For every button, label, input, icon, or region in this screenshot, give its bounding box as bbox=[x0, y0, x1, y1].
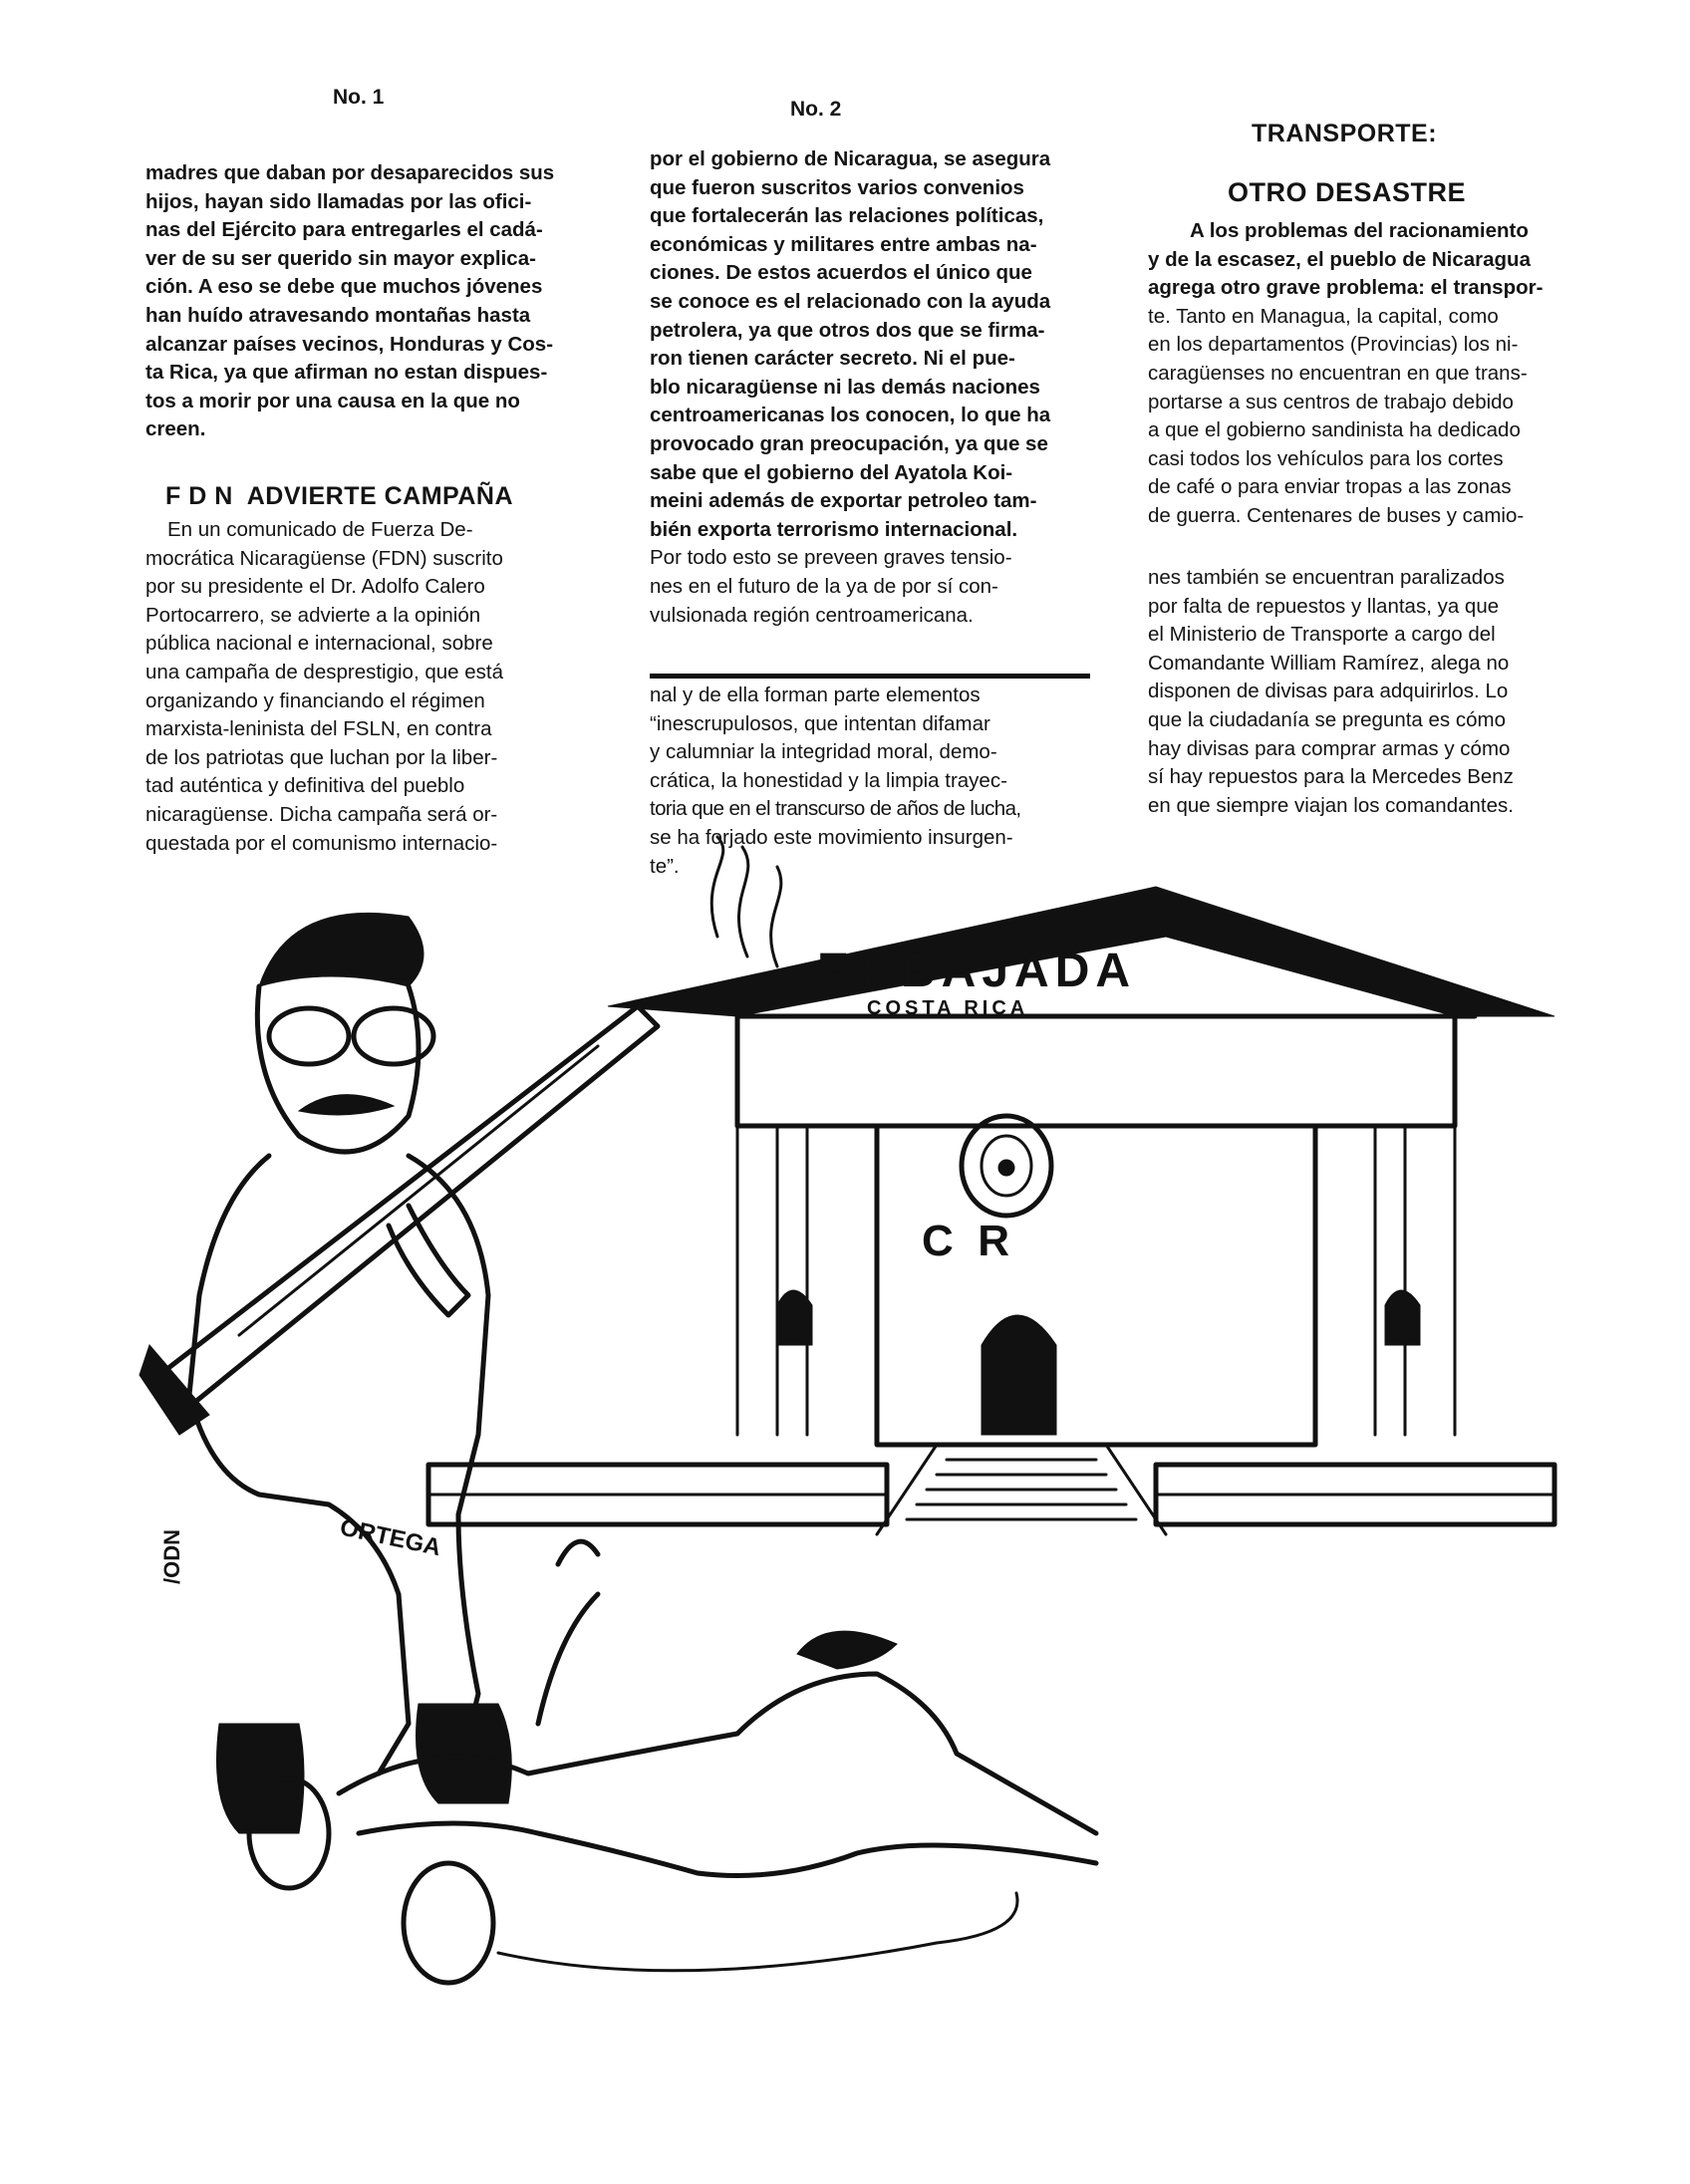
col3-top-line: de café o para enviar tropas a las zonas bbox=[1148, 475, 1512, 499]
col3-top-line: te. Tanto en Managua, la capital, como bbox=[1148, 304, 1499, 328]
col2-top-line: ciones. De estos acuerdos el único que bbox=[650, 261, 1032, 285]
col1-top-line: madres que daban por desaparecidos sus bbox=[145, 161, 555, 184]
col2-top-line: que fueron suscritos varios convenios bbox=[650, 175, 1024, 199]
col1-bottom-line: questada por el comunismo internacio- bbox=[145, 831, 498, 855]
col1-top-line: han huído atravesando montañas hasta bbox=[145, 303, 531, 327]
col1-bottom-line: organizando y financiando el régimen bbox=[145, 688, 485, 712]
soldier-mustache bbox=[299, 1095, 394, 1115]
col1-bottom-line: En un comunicado de Fuerza De- bbox=[167, 518, 473, 541]
col1-bottom-line: tad auténtica y definitiva del pueblo bbox=[145, 774, 465, 798]
col2-top-line: blo nicaragüense ni las demás naciones bbox=[650, 375, 1040, 399]
column-2-top-text bbox=[650, 145, 1090, 630]
soldier-cap bbox=[259, 913, 423, 986]
col2-top-line: bién exporta terrorismo internacional. bbox=[650, 517, 1018, 541]
embassy-window-right bbox=[1385, 1290, 1420, 1345]
col1-bottom-line: pública nacional e internacional, sobre bbox=[145, 632, 493, 656]
col3-bottom-line: que la ciudadanía se pregunta es cómo bbox=[1148, 707, 1507, 731]
col1-bottom-line: mocrática Nicaragüense (FDN) suscrito bbox=[145, 546, 503, 570]
fallen-figure-hair bbox=[797, 1631, 897, 1669]
soldier-boot-right bbox=[417, 1704, 512, 1803]
embassy-building bbox=[428, 887, 1554, 1534]
fallen-figure-foot-right bbox=[404, 1863, 493, 1983]
col2-top-line: provocado gran preocupación, ya que se bbox=[650, 431, 1048, 455]
col3-top-line: caragüenses no encuentran en que trans- bbox=[1148, 361, 1528, 385]
blood-pool bbox=[498, 1893, 1017, 1971]
column-number-1: No. 1 bbox=[333, 86, 385, 109]
column-2-bottom-text bbox=[650, 682, 1090, 881]
col2-bottom-line: crática, la honestidad y la limpia trayec- bbox=[650, 768, 1007, 792]
column-divider-rule bbox=[650, 674, 1090, 679]
col3-bottom-line: nes también se encuentran paralizados bbox=[1148, 566, 1505, 589]
col3-top-line: portarse a sus centros de trabajo debido bbox=[1148, 390, 1514, 413]
col1-bottom-line: Portocarrero, se advierte a la opinión bbox=[145, 603, 481, 627]
col2-top-line: por el gobierno de Nicaragua, se asegura bbox=[650, 147, 1051, 170]
col2-top-line: económicas y militares entre ambas na- bbox=[650, 232, 1037, 256]
col1-top-line: ción. A eso se debe que muchos jóvenes bbox=[145, 275, 543, 299]
col2-bottom-line: “inescrupulosos, que intentan difamar bbox=[650, 711, 990, 735]
col1-top-line: creen. bbox=[145, 417, 206, 441]
embassy-subsign: COSTA RICA bbox=[867, 997, 1029, 1019]
col2-bottom-line: te”. bbox=[650, 854, 680, 878]
column-1-bottom-text bbox=[145, 516, 592, 858]
embassy-facade bbox=[737, 1016, 1455, 1126]
col1-bottom-line: una campaña de desprestigio, que está bbox=[145, 660, 504, 683]
col1-bottom-line: de los patriotas que luchan por la liber- bbox=[145, 745, 498, 769]
fdn-heading: F D N ADVIERTE CAMPAÑA bbox=[165, 482, 513, 510]
col1-top-line: ver de su ser querido sin mayor explica- bbox=[145, 246, 536, 270]
embassy-window-left bbox=[777, 1290, 812, 1345]
col3-bottom-line: disponen de divisas para adquirirlos. Lo bbox=[1148, 680, 1509, 703]
col2-top-line: ron tienen carácter secreto. Ni el pue- bbox=[650, 347, 1015, 371]
col3-bottom-line: en que siempre viajan los comandantes. bbox=[1148, 793, 1514, 817]
col3-top-line: A los problemas del racionamiento bbox=[1190, 219, 1529, 242]
col1-bottom-line: nicaragüense. Dicha campaña será or- bbox=[145, 802, 498, 826]
col1-top-line: nas del Ejército para entregarles el cadá- bbox=[145, 218, 543, 242]
col2-top-line: centroamericanas los conocen, lo que ha bbox=[650, 404, 1051, 427]
soldier-label: ORTEGA bbox=[337, 1513, 443, 1562]
fallen-figure bbox=[249, 1541, 1096, 1983]
col2-top-line: Por todo esto se preveen graves tensio- bbox=[650, 546, 1012, 570]
col2-bottom-line: toria que en el transcurso de años de lucha, bbox=[650, 797, 1021, 821]
otro-desastre-heading: OTRO DESASTRE bbox=[1228, 177, 1467, 207]
col2-bottom-line: y calumniar la integridad moral, demo- bbox=[650, 740, 997, 764]
soldier-figure bbox=[189, 913, 511, 1833]
col3-bottom-line: el Ministerio de Transporte a cargo del bbox=[1148, 623, 1496, 647]
col3-top-line: a que el gobierno sandinista ha dedicado bbox=[1148, 418, 1521, 442]
col1-top-line: ta Rica, ya que afirman no estan dispues- bbox=[145, 361, 548, 385]
column-3-bottom-text bbox=[1148, 564, 1588, 820]
editorial-cartoon bbox=[159, 877, 1614, 2052]
col1-top-line: alcanzar países vecinos, Honduras y Cos- bbox=[145, 332, 554, 356]
col1-bottom-line: marxista-leninista del FSLN, en contra bbox=[145, 717, 492, 741]
column-number-2: No. 2 bbox=[790, 98, 842, 121]
col3-top-line: de guerra. Centenares de buses y camio- bbox=[1148, 503, 1525, 527]
col2-bottom-line: se ha forjado este movimiento insurgen- bbox=[650, 825, 1013, 849]
col2-bottom-line: nal y de ella forman parte elementos bbox=[650, 683, 981, 706]
col3-top-line: en los departamentos (Provincias) los ni- bbox=[1148, 333, 1519, 357]
column-1-top-text bbox=[145, 159, 592, 444]
col2-top-line: nes en el futuro de la ya de por sí con- bbox=[650, 574, 998, 598]
col3-top-line: agrega otro grave problema: el transpor- bbox=[1148, 276, 1544, 300]
col2-top-line: se conoce es el relacionado con la ayuda bbox=[650, 289, 1051, 313]
col2-top-line: sabe que el gobierno del Ayatola Koi- bbox=[650, 460, 1013, 484]
col3-top-line: casi todos los vehículos para los cortes bbox=[1148, 446, 1504, 470]
soldier-glasses bbox=[269, 1008, 433, 1064]
rifle bbox=[140, 1006, 658, 1435]
col2-top-line: que fortalecerán las relaciones políticas, bbox=[650, 204, 1044, 228]
col3-top-line: y de la escasez, el pueblo de Nicaragua bbox=[1148, 247, 1531, 271]
col2-top-line: petrolera, ya que otros dos que se firma- bbox=[650, 318, 1045, 342]
transporte-heading: TRANSPORTE: bbox=[1252, 120, 1438, 147]
cartoonist-signature: /ODN bbox=[159, 1529, 184, 1584]
col1-top-line: hijos, hayan sido llamadas por las ofici- bbox=[145, 189, 532, 213]
column-3-top-text bbox=[1148, 217, 1588, 531]
embassy-seal-letters: C R bbox=[922, 1217, 1009, 1265]
col3-bottom-line: por falta de repuestos y llantas, ya que bbox=[1148, 594, 1500, 618]
col3-bottom-line: Comandante William Ramírez, alega no bbox=[1148, 651, 1510, 675]
col3-bottom-line: sí hay repuestos para la Mercedes Benz bbox=[1148, 765, 1514, 789]
embassy-door bbox=[982, 1315, 1056, 1435]
col1-bottom-line: por su presidente el Dr. Adolfo Calero bbox=[145, 575, 485, 599]
col2-top-line: meini además de exportar petroleo tam- bbox=[650, 489, 1037, 513]
col3-bottom-line: hay divisas para comprar armas y cómo bbox=[1148, 736, 1511, 760]
embassy-sign: EMBAJADA bbox=[817, 945, 1137, 997]
col1-top-line: tos a morir por una causa en la que no bbox=[145, 389, 520, 412]
col2-top-line: vulsionada región centroamericana. bbox=[650, 603, 974, 627]
